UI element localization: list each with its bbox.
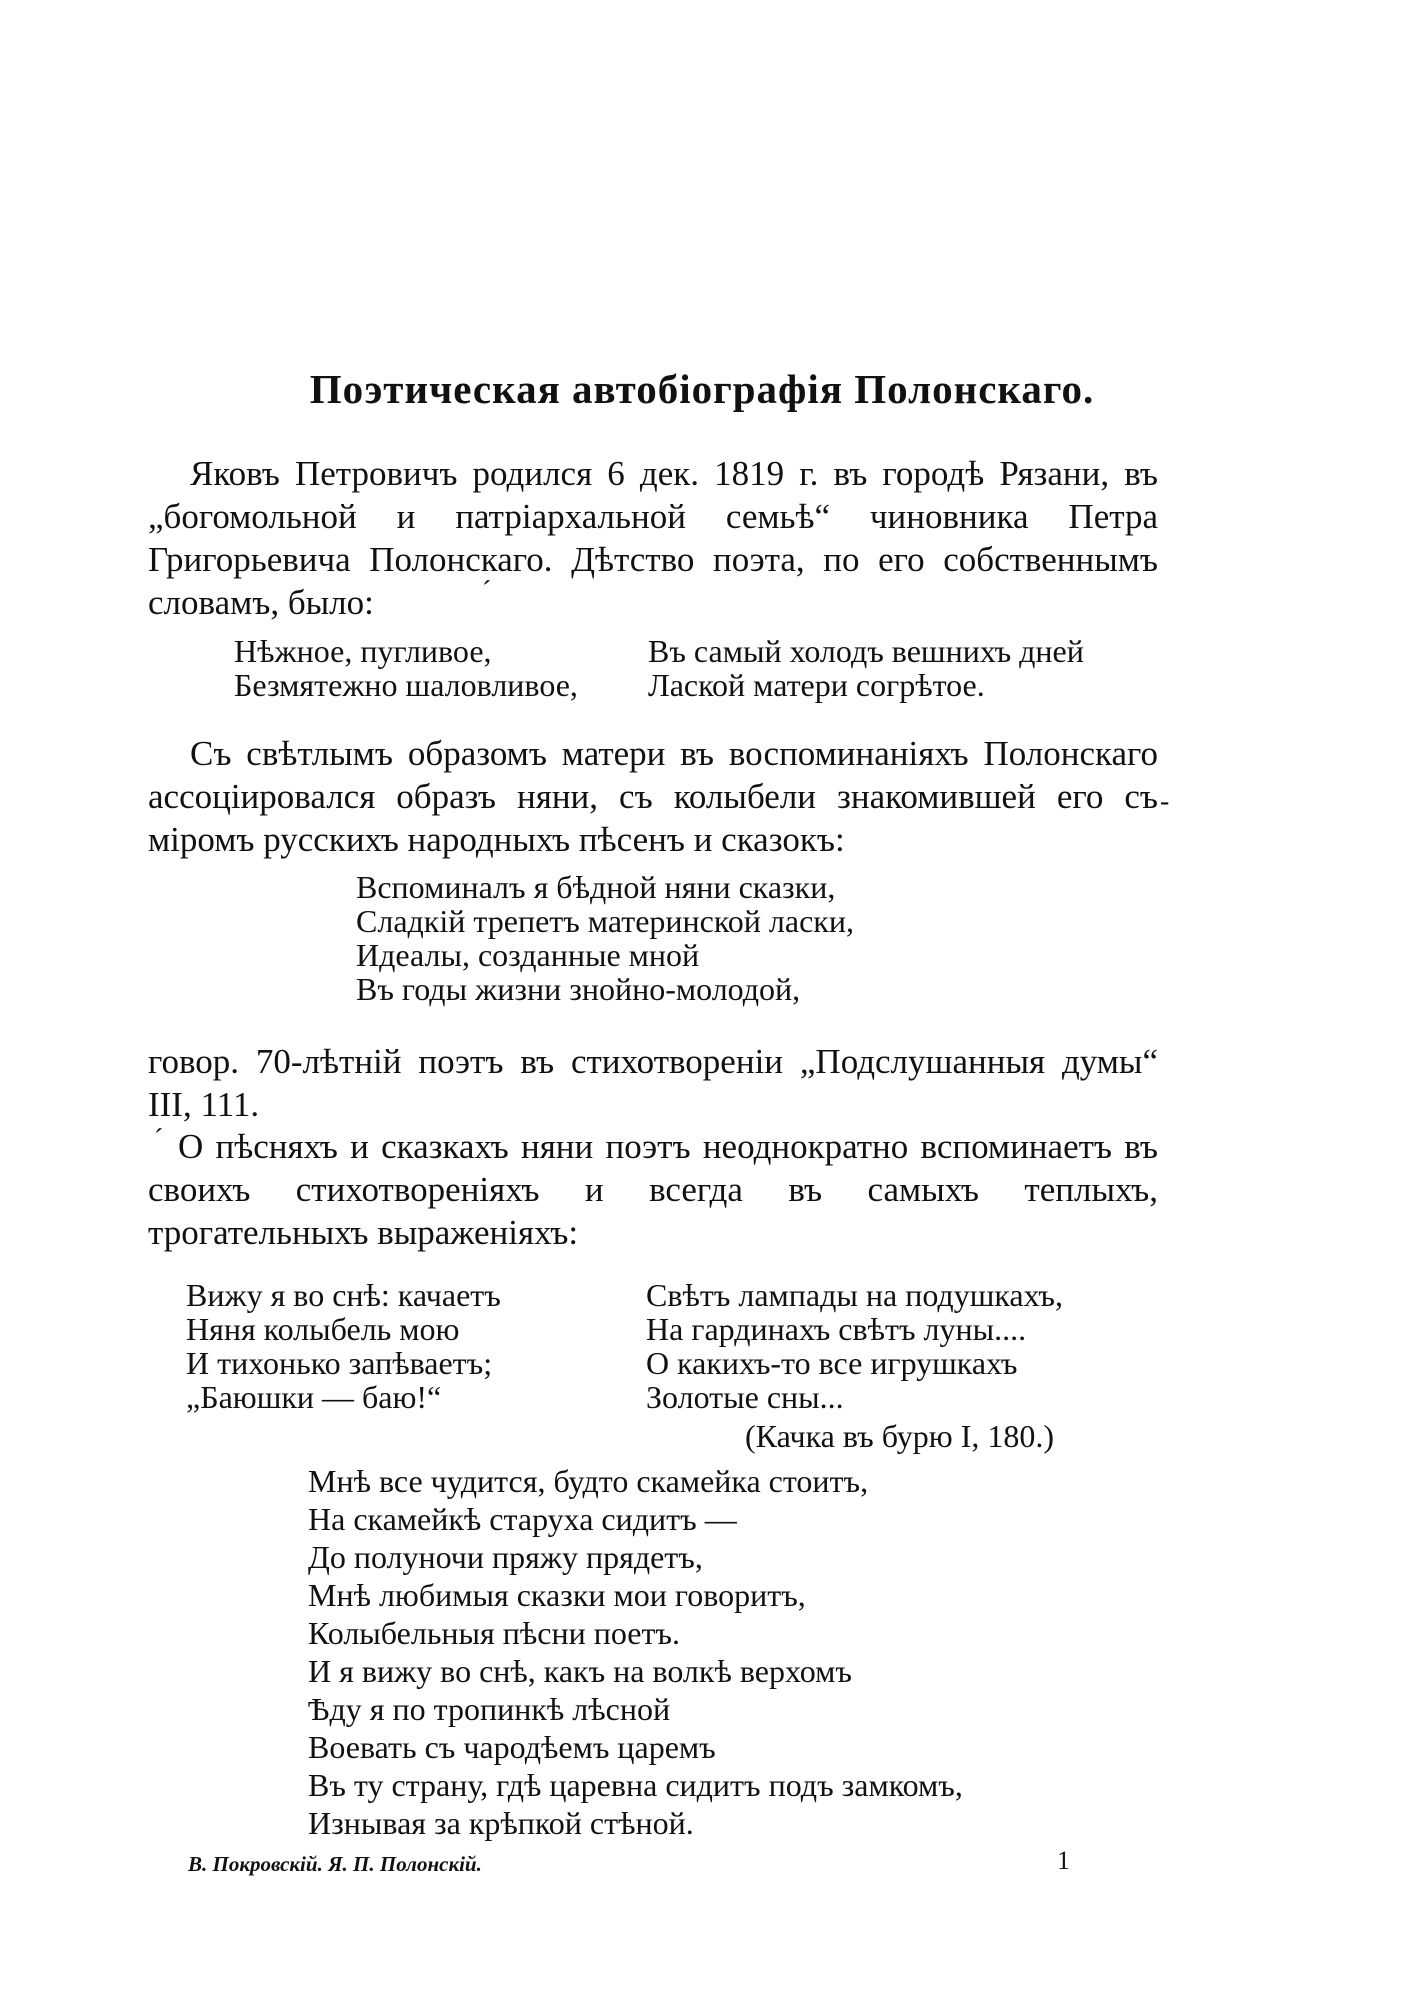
verse-line: Сладкій трепетъ материнской ласки,: [356, 903, 854, 939]
paragraph-citation: говор. 70-лѣтній поэтъ въ стихотвореніи „Подслушанныя думы“ III, 111.: [148, 1042, 1158, 1124]
verse-line: Золотые сны...: [646, 1379, 844, 1415]
verse-old-woman: [308, 1462, 963, 1842]
verse-line: На гардинахъ свѣтъ луны....: [646, 1311, 1027, 1347]
verse-line: Идеалы, созданные мной: [356, 937, 700, 973]
verse-line: Лаской матери согрѣтое.: [648, 667, 985, 703]
verse-dream-left: [186, 1278, 501, 1414]
verse-line: Нѣжное, пугливое,: [234, 633, 492, 669]
verse-line: И я вижу во снѣ, какъ на волкѣ верхомъ: [308, 1653, 852, 1689]
verse-line: О какихъ-то все игрушкахъ: [646, 1345, 1018, 1381]
stray-mark: ˊ: [154, 1124, 164, 1155]
verse-line: Въ годы жизни знойно-молодой,: [356, 971, 801, 1007]
paragraph-birth: Яковъ Петровичъ родился 6 дек. 1819 г. въ городѣ Рязани, въ „богомольной и патріархальной семьѣ“ чиновника Петра Григорьевича Полонскаго. Дѣтство поэта, по его собственнымъ словамъ, было:: [148, 454, 1158, 622]
verse-line: Ѣду я по тропинкѣ лѣсной: [308, 1691, 671, 1727]
stray-mark: -: [1160, 786, 1170, 817]
verse-line: И тихонько запѣваетъ;: [186, 1345, 493, 1381]
verse-line: Мнѣ любимыя сказки мои говоритъ,: [308, 1577, 806, 1613]
verse-line: Колыбельныя пѣсни поетъ.: [308, 1615, 680, 1651]
verse-childhood-left: [234, 634, 578, 702]
stray-mark: ˊ: [482, 576, 492, 607]
verse-line: Свѣтъ лампады на подушкахъ,: [646, 1277, 1063, 1313]
verse-line: „Баюшки — баю!“: [186, 1379, 442, 1415]
verse-childhood-right: [648, 634, 1084, 702]
verse-line: Няня колыбель мою: [186, 1311, 460, 1347]
verse-line: На скамейкѣ старуха сидитъ —: [308, 1501, 737, 1537]
verse-memories: [356, 870, 854, 1006]
poem-source-reference: (Качка въ бурю I, 180.): [745, 1418, 1054, 1454]
verse-line: Вспоминалъ я бѣдной няни сказки,: [356, 869, 836, 905]
verse-line: Мнѣ все чудится, будто скамейка стоитъ,: [308, 1463, 869, 1499]
paragraph-nanny: Съ свѣтлымъ образомъ матери въ воспоминаніяхъ Полонскаго ассоціировался образъ няни, съ колыбели знакомившей его съ міромъ русскихъ народныхъ пѣсенъ и сказокъ:: [148, 734, 1158, 859]
paragraph-songs: О пѣсняхъ и сказкахъ няни поэтъ неоднократно вспоминаетъ въ своихъ стихотвореніяхъ и всегда въ самыхъ теплыхъ, трогательныхъ выраженіяхъ:: [148, 1127, 1158, 1252]
verse-line: Въ самый холодъ вешнихъ дней: [648, 633, 1084, 669]
verse-line: Изнывая за крѣпкой стѣной.: [308, 1805, 694, 1841]
verse-line: Безмятежно шаловливое,: [234, 667, 578, 703]
page-number: 1: [1057, 1846, 1070, 1875]
verse-dream-right: [646, 1278, 1063, 1414]
verse-line: Въ ту страну, гдѣ царевна сидитъ подъ замкомъ,: [308, 1767, 963, 1803]
page-title: Поэтическая автобіографія Полонскаго.: [309, 366, 1095, 412]
verse-line: Воевать съ чародѣемъ царемъ: [308, 1729, 716, 1765]
verse-line: До полуночи пряжу прядетъ,: [308, 1539, 703, 1575]
footer-signature: В. Покровскій. Я. П. Полонскій.: [188, 1852, 482, 1876]
verse-line: Вижу я во снѣ: качаетъ: [186, 1277, 501, 1313]
